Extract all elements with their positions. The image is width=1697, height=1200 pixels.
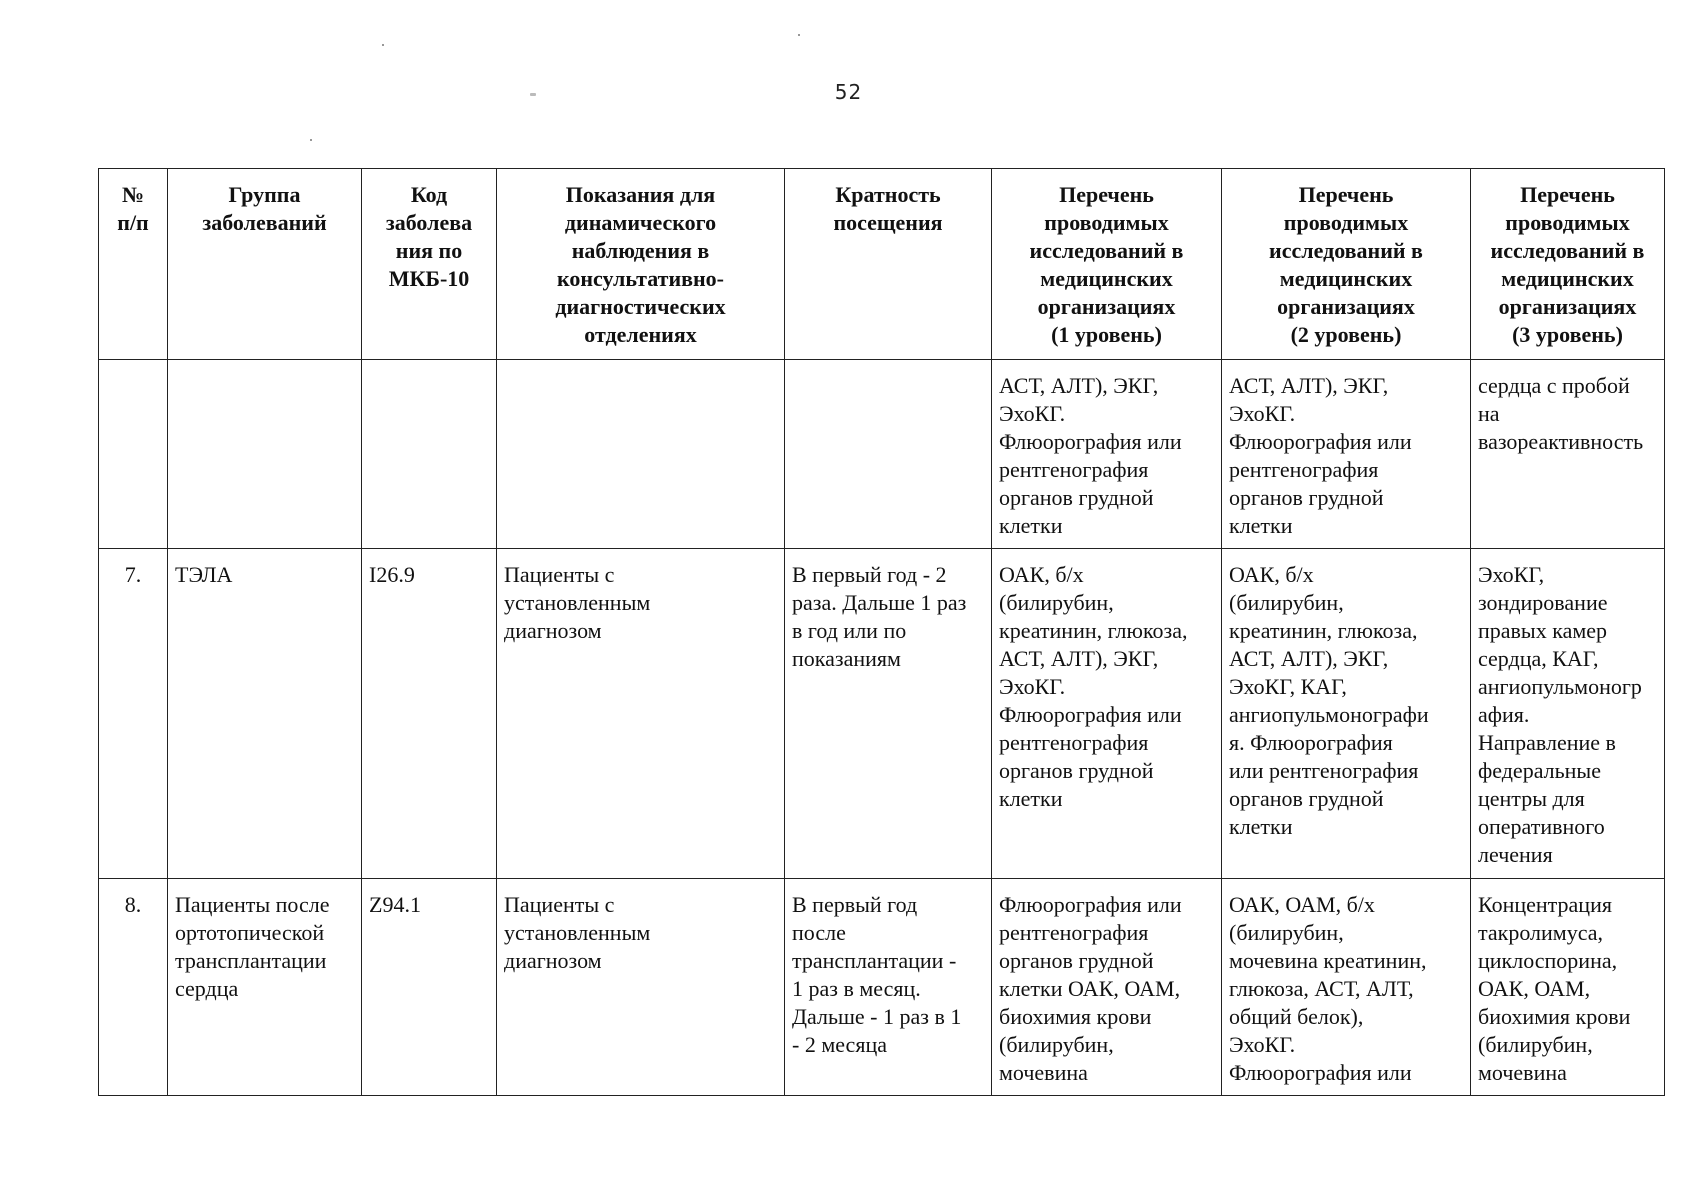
cell-indications: Пациенты с установленным диагнозом [497,879,785,1096]
cell-icd10-code: Z94.1 [362,879,497,1096]
cell-indications: Пациенты с установленным диагнозом [497,549,785,879]
cell-level2-studies: ОАК, ОАМ, б/х (билирубин, мочевина креатинин, глюкоза, АСТ, АЛТ, общий белок), ЭхоКГ. Флюорография или [1222,879,1471,1096]
header-indications: Показания для динамического наблюдения в консультативно- диагностических отделениях [497,169,785,360]
header-number: № п/п [99,169,168,360]
table-header-row [99,169,1665,360]
scan-speck [310,139,312,141]
cell-visit-frequency [785,360,992,549]
cell-visit-frequency: В первый год - 2 раза. Дальше 1 раз в год или по показаниям [785,549,992,879]
scan-speck [530,93,536,96]
header-visit-frequency: Кратность посещения [785,169,992,360]
cell-indications [497,360,785,549]
cell-number: 8. [99,879,168,1096]
cell-visit-frequency: В первый год после трансплантации - 1 раз в месяц. Дальше - 1 раз в 1 - 2 месяца [785,879,992,1096]
cell-disease-group [168,360,362,549]
header-level3-studies: Перечень проводимых исследований в медицинских организациях (3 уровень) [1471,169,1665,360]
cell-level1-studies: АСТ, АЛТ), ЭКГ, ЭхоКГ. Флюорография или рентгенография органов грудной клетки [992,360,1222,549]
table-row [99,549,1665,879]
cell-level1-studies: ОАК, б/х (билирубин, креатинин, глюкоза, АСТ, АЛТ), ЭКГ, ЭхоКГ. Флюорография или рентгенография органов грудной клетки [992,549,1222,879]
cell-number: 7. [99,549,168,879]
cell-level3-studies: ЭхоКГ, зондирование правых камер сердца, КАГ, ангиопульмоногр афия. Направление в федеральные центры для оперативного лечения [1471,549,1665,879]
header-level2-studies: Перечень проводимых исследований в медицинских организациях (2 уровень) [1222,169,1471,360]
header-level1-studies: Перечень проводимых исследований в медицинских организациях (1 уровень) [992,169,1222,360]
observation-table [98,168,1665,1096]
cell-level2-studies: АСТ, АЛТ), ЭКГ, ЭхоКГ. Флюорография или рентгенография органов грудной клетки [1222,360,1471,549]
scan-speck [382,44,384,46]
scan-speck [798,34,800,36]
header-icd10-code: Код заболева ния по МКБ-10 [362,169,497,360]
cell-level3-studies: сердца с пробой на вазореактивность [1471,360,1665,549]
header-disease-group: Группа заболеваний [168,169,362,360]
cell-disease-group: Пациенты после ортотопической трансплантации сердца [168,879,362,1096]
cell-level1-studies: Флюорография или рентгенография органов грудной клетки ОАК, ОАМ, биохимия крови (билирубин, мочевина [992,879,1222,1096]
cell-level2-studies: ОАК, б/х (билирубин, креатинин, глюкоза, АСТ, АЛТ), ЭКГ, ЭхоКГ, КАГ, ангиопульмонографи я. Флюорография или рентгенография органов грудной клетки [1222,549,1471,879]
cell-icd10-code [362,360,497,549]
cell-disease-group: ТЭЛА [168,549,362,879]
cell-icd10-code: I26.9 [362,549,497,879]
table-row [99,360,1665,549]
page-number: 52 [834,80,863,104]
cell-number [99,360,168,549]
cell-level3-studies: Концентрация такролимуса, циклоспорина, ОАК, ОАМ, биохимия крови (билирубин, мочевина [1471,879,1665,1096]
table-row [99,879,1665,1096]
